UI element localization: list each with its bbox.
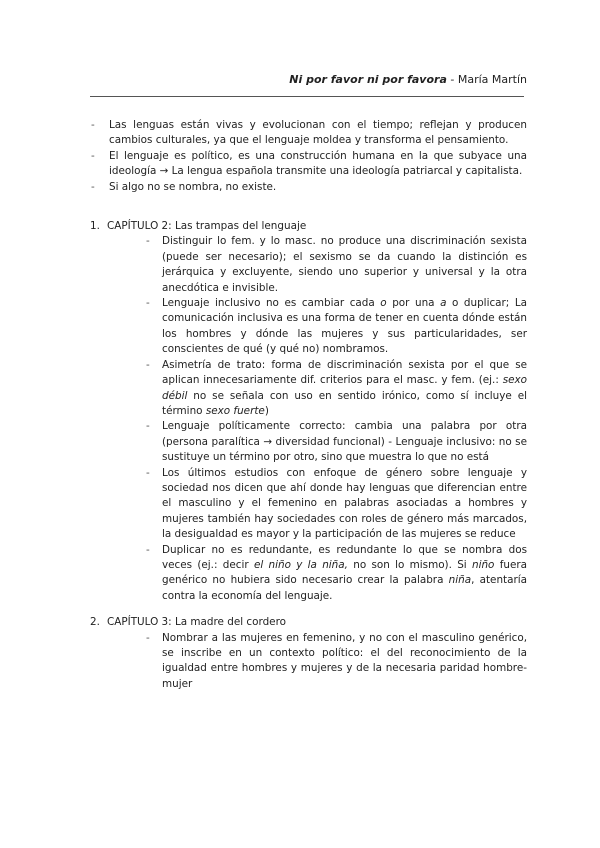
list-item: - Distinguir lo fem. y lo masc. no produce una discriminación sexista (puede ser necesario); el sexismo se da cuando la distinción es jerárquica y excluyente, siendo uno superior y universal y la otra anecdótica e invisible.	[145, 234, 527, 296]
list-item: - Los últimos estudios con enfoque de género sobre lenguaje y sociedad nos dicen que ahí donde hay lenguas que diferencian entre el masculino y el femenino en palabras asociadas a hombres y mujeres también hay sociedades con roles de género más marcados, la desigualdad es mayor y la participación de las mujeres se reduce	[145, 466, 527, 543]
header-rule	[90, 96, 524, 97]
chapter-title: CAPÍTULO 3: La madre del cordero	[107, 616, 286, 629]
chapter-3	[90, 615, 527, 692]
header-separator: -	[446, 73, 458, 86]
intro-item: - Si algo no se nombra, no existe.	[90, 180, 527, 195]
chapter-2	[90, 219, 527, 604]
chapter-list	[90, 219, 527, 692]
intro-item: - Las lenguas están vivas y evolucionan con el tiempo; reflejan y producen cambios culturales, ya que el lenguaje moldea y transforma el pensamiento.	[90, 118, 527, 149]
chapter-number: 2.	[90, 616, 100, 629]
intro-item: - El lenguaje es político, es una construcción humana en la que subyace una ideología → La lengua española transmite una ideología patriarcal y capitalista.	[90, 149, 527, 180]
list-item: - Lenguaje inclusivo no es cambiar cada o por una a o duplicar; La comunicación inclusiva es una forma de tener en cuenta dónde están los hombres y dónde las mujeres y sus particularidades, ser conscientes de qué (y qué no) nombramos.	[145, 296, 527, 358]
chapter-2-points	[145, 234, 527, 604]
list-item: - Asimetría de trato: forma de discriminación sexista por el que se aplican innecesariamente dif. criterios para el masc. y fem. (ej.: sexo débil no se señala con uso en sentido irónico, como sí incluye el término sexo fuerte)	[145, 358, 527, 420]
header-title: Ni por favor ni por favora	[289, 73, 447, 86]
chapter-number: 1.	[90, 220, 100, 233]
list-item: - Duplicar no es redundante, es redundante lo que se nombra dos veces (ej.: decir el niño y la niña, no son lo mismo). Si niño fuera genérico no hubiera sido necesario crear la palabra niña, atentaría contra la economía del lenguaje.	[145, 543, 527, 605]
chapter-3-points	[145, 631, 527, 693]
header-author: María Martín	[457, 73, 527, 86]
document-body	[90, 118, 527, 692]
intro-list	[90, 118, 527, 195]
chapter-title: CAPÍTULO 2: Las trampas del lenguaje	[107, 220, 307, 233]
list-item: - Lenguaje políticamente correcto: cambia una palabra por otra (persona paralítica → diversidad funcional) - Lenguaje inclusivo: no se sustituye un término por otro, sino que muestra lo que no está	[145, 419, 527, 465]
page-header	[90, 72, 527, 87]
list-item: - Nombrar a las mujeres en femenino, y no con el masculino genérico, se inscribe en un contexto político: el del reconocimiento de la igualdad entre hombres y mujeres y de la necesaria paridad hombre-mujer	[145, 631, 527, 693]
